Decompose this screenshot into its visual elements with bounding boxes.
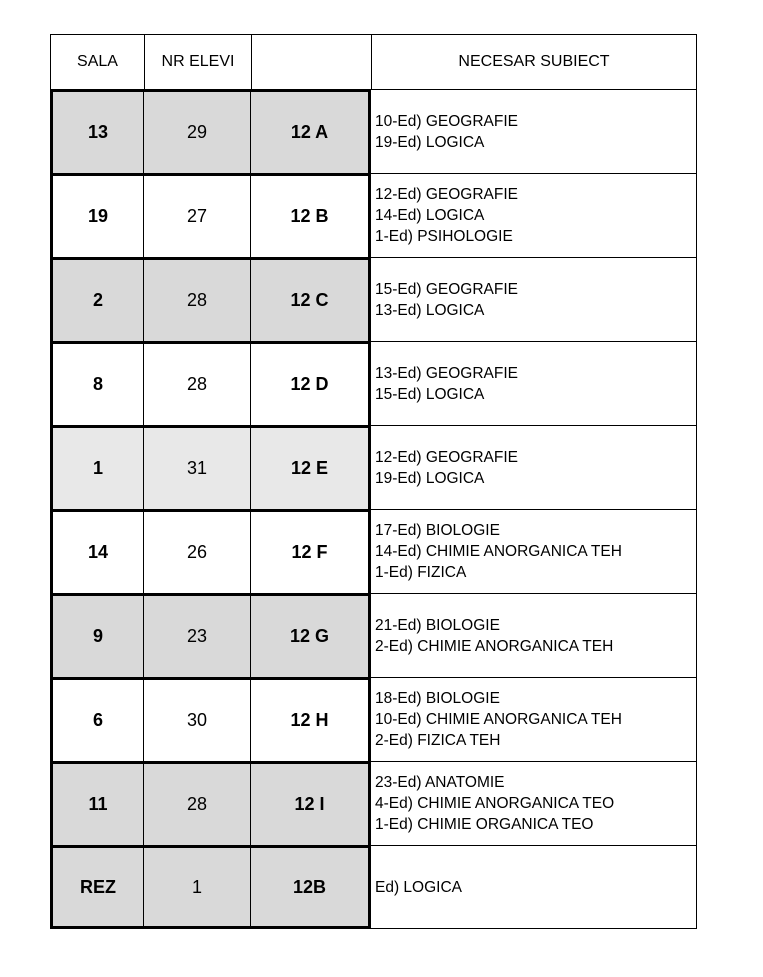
table-row — [50, 593, 697, 677]
header-sala: SALA — [51, 35, 145, 89]
cell-sala: 19 — [53, 176, 144, 257]
cell-nr-elevi: 30 — [144, 680, 251, 761]
subject-line: 19-Ed) LOGICA — [375, 469, 485, 487]
cell-necesar-subiect — [371, 341, 697, 425]
header-necesar-subiect: NECESAR SUBIECT — [458, 53, 610, 70]
subject-line: 13-Ed) GEOGRAFIE — [375, 364, 518, 382]
cell-necesar-subiect — [371, 761, 697, 845]
table-row — [50, 845, 697, 929]
cell-nr-elevi: 28 — [144, 764, 251, 845]
cell-necesar-subiect — [371, 845, 697, 929]
row-left-group — [50, 257, 371, 341]
row-left-group — [50, 89, 371, 173]
cell-necesar-subiect — [371, 173, 697, 257]
table-body — [50, 89, 697, 929]
subject-line: 15-Ed) LOGICA — [375, 385, 485, 403]
cell-sala: 9 — [53, 596, 144, 677]
subject-line: 14-Ed) LOGICA — [375, 207, 485, 224]
subject-line: 21-Ed) BIOLOGIE — [375, 616, 500, 634]
cell-necesar-subiect — [371, 677, 697, 761]
cell-clasa: 12 I — [294, 794, 325, 814]
row-left-group — [50, 341, 371, 425]
row-left-group — [50, 845, 371, 929]
cell-sala: 6 — [53, 680, 144, 761]
table-row — [50, 173, 697, 257]
subject-line: 1-Ed) FIZICA — [375, 564, 467, 581]
cell-clasa: 12 F — [291, 542, 328, 562]
subject-line: 10-Ed) GEOGRAFIE — [375, 112, 518, 130]
cell-nr-elevi: 26 — [144, 512, 251, 593]
table-row — [50, 761, 697, 845]
subject-line: 1-Ed) PSIHOLOGIE — [375, 228, 513, 245]
cell-necesar-subiect — [371, 593, 697, 677]
subject-line: 14-Ed) CHIMIE ANORGANICA TEH — [375, 543, 622, 560]
subject-line: 2-Ed) FIZICA TEH — [375, 732, 501, 749]
subject-line: 13-Ed) LOGICA — [375, 301, 485, 319]
cell-clasa: 12 C — [290, 290, 329, 310]
row-left-group — [50, 425, 371, 509]
subject-line: 17-Ed) BIOLOGIE — [375, 522, 500, 539]
subject-line: 12-Ed) GEOGRAFIE — [375, 448, 518, 466]
cell-necesar-subiect — [371, 257, 697, 341]
cell-sala: 13 — [53, 92, 144, 173]
subject-line: 12-Ed) GEOGRAFIE — [375, 186, 518, 203]
row-left-group — [50, 593, 371, 677]
cell-nr-elevi: 28 — [144, 344, 251, 425]
cell-clasa: 12 E — [290, 458, 329, 478]
subject-line: 23-Ed) ANATOMIE — [375, 774, 505, 791]
subject-line: 18-Ed) BIOLOGIE — [375, 690, 500, 707]
row-left-group — [50, 509, 371, 593]
cell-necesar-subiect — [371, 89, 697, 173]
cell-sala: 8 — [53, 344, 144, 425]
allocation-table — [50, 34, 697, 929]
table-row — [50, 341, 697, 425]
cell-clasa: 12B — [292, 876, 327, 897]
cell-sala: 11 — [53, 764, 144, 845]
subject-line: 4-Ed) CHIMIE ANORGANICA TEO — [375, 795, 615, 812]
cell-clasa: 12 G — [289, 626, 330, 646]
table-row — [50, 677, 697, 761]
subject-line: 10-Ed) CHIMIE ANORGANICA TEH — [375, 711, 622, 728]
cell-nr-elevi: 1 — [144, 848, 251, 926]
cell-nr-elevi: 28 — [144, 260, 251, 341]
cell-nr-elevi: 29 — [144, 92, 251, 173]
table-row — [50, 425, 697, 509]
row-left-group — [50, 761, 371, 845]
cell-necesar-subiect — [371, 509, 697, 593]
cell-sala: REZ — [53, 848, 144, 926]
row-left-group — [50, 173, 371, 257]
cell-clasa: 12 B — [290, 206, 329, 226]
cell-nr-elevi: 23 — [144, 596, 251, 677]
cell-nr-elevi: 31 — [144, 428, 251, 509]
table-row — [50, 257, 697, 341]
cell-sala: 14 — [53, 512, 144, 593]
cell-clasa: 12 A — [290, 122, 329, 142]
header-nr-elevi: NR ELEVI — [145, 35, 252, 89]
cell-clasa: 12 D — [290, 374, 329, 394]
table-row — [50, 89, 697, 173]
subject-line: 1-Ed) CHIMIE ORGANICA TEO — [375, 816, 594, 833]
cell-necesar-subiect — [371, 425, 697, 509]
table-header — [50, 34, 697, 89]
subject-line: 19-Ed) LOGICA — [375, 133, 485, 151]
subject-line: Ed) LOGICA — [375, 878, 462, 896]
table-row — [50, 509, 697, 593]
subject-line: 15-Ed) GEOGRAFIE — [375, 280, 518, 298]
cell-clasa: 12 H — [290, 710, 329, 730]
subject-line: 2-Ed) CHIMIE ANORGANICA TEH — [375, 637, 614, 655]
row-left-group — [50, 677, 371, 761]
cell-sala: 1 — [53, 428, 144, 509]
cell-sala: 2 — [53, 260, 144, 341]
header-clasa — [252, 35, 372, 89]
cell-nr-elevi: 27 — [144, 176, 251, 257]
